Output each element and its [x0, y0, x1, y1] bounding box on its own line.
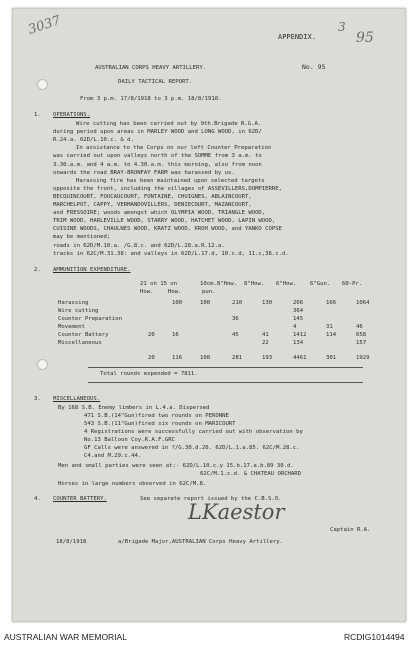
- handwritten-mark: 3: [338, 20, 346, 34]
- col-head: pun.: [202, 289, 216, 295]
- table-cell: 46: [356, 324, 363, 330]
- table-cell: 36: [232, 316, 239, 322]
- col-head: 8"How.: [244, 281, 265, 287]
- misc-line: GF Calls were answered in ?/G.30.d.26. 62D/L.1.a.85. 62C/M.28.c.: [84, 445, 300, 451]
- table-row-label: Wire cutting: [58, 308, 99, 314]
- signature: LKaestor: [188, 500, 285, 524]
- table-cell: 4: [293, 324, 297, 330]
- section-number: 1.: [34, 112, 41, 118]
- table-cell: 16: [172, 332, 179, 338]
- table-cell: 134: [293, 340, 304, 346]
- section-number: 3.: [34, 396, 41, 402]
- operations-line: In assistance to the Corps on our left Counter Preparation: [76, 145, 272, 152]
- operations-line: and FRESSOIRE; woods amongst which OLYMPIA WOOD, TRIANGLE WOOD,: [53, 210, 266, 217]
- table-cell: 100: [172, 300, 183, 306]
- misc-line: By 168 S.B. Enemy limbers in L.4.a. Dispersed: [58, 405, 210, 411]
- col-head: 21 on 15 on: [140, 281, 178, 287]
- col-head: 6"Gun.: [310, 281, 331, 287]
- appendix-label: APPENDIX.: [278, 33, 316, 41]
- section-number: 2.: [34, 267, 41, 273]
- operations-line: R.24.a. 62D/L.10.c. & d.: [53, 137, 134, 144]
- table-cell: 281: [232, 355, 243, 361]
- punch-hole: [37, 359, 48, 370]
- table-cell: 364: [293, 308, 304, 314]
- col-head: 60-Pr.: [342, 281, 363, 287]
- misc-line: 543 S.B.(11"Gun)fired six rounds on MARICOURT: [84, 421, 236, 427]
- report-title: DAILY TACTICAL REPORT.: [118, 79, 193, 85]
- table-cell: 1412: [293, 332, 307, 338]
- signatory-line: a/Brigade Major,AUSTRALIAN Corps Heavy Artillery.: [118, 539, 284, 545]
- section-heading-misc: MISCELLANEOUS.: [53, 396, 101, 402]
- table-cell: 20: [148, 332, 155, 338]
- punch-hole: [37, 79, 48, 90]
- table-cell: 266: [293, 300, 304, 306]
- operations-line: tracks in 62C/M.31.38: and valleys in 62D/L.17.d, 10.c.d, 11.c,36.c.d.: [53, 250, 289, 257]
- table-row-label: Counter Battery: [58, 332, 109, 338]
- handwritten-number: 3037: [26, 13, 63, 38]
- section-heading-ammunition: AMMUNITION EXPENDITURE.: [53, 267, 131, 273]
- archive-name: AUSTRALIAN WAR MEMORIAL: [4, 632, 127, 642]
- archive-id: RCDIG1014494: [344, 632, 405, 642]
- table-cell: 20: [148, 355, 155, 361]
- report-date: 18/8/1918: [56, 539, 87, 545]
- report-period: From 3 p.m. 17/8/1918 to 3 p.m. 18/8/1918.: [80, 96, 222, 102]
- table-cell: 41: [262, 332, 269, 338]
- col-head: How.: [140, 289, 154, 295]
- table-rule: [88, 382, 363, 383]
- operations-line: roads in 62D/M.10.a. /G.8.c. and 62D/L.28.a.R.12.a.: [53, 242, 225, 249]
- misc-line: Men and small parties were seen at:- 62D/L.10.c.y 15.b.17.a.b.89 30.d.: [58, 463, 294, 469]
- counter-battery-text: See separate report issued by the C.B.S.O.: [140, 496, 282, 502]
- section-heading-operations: OPERATIONS.: [53, 112, 91, 118]
- table-rule: [88, 367, 363, 368]
- operations-line: 3.30.a.m. and 4 a.m. to 4.30.a.m. this morning, also from noon: [53, 161, 262, 168]
- misc-line: C4.and M.29.c.44.: [84, 453, 142, 459]
- table-cell: 100: [200, 300, 211, 306]
- table-row-label: Miscellaneous: [58, 340, 102, 346]
- operations-line: BECQUINCOURT, FOUCAUCOURT, FONTAINE, CHUIGNES, ABLAINCOURT,: [53, 193, 252, 200]
- operations-line: CUISINE WOODS, CHAULNES WOOD, KRATZ WOOD, KROH WOOD, and YANKO COPSE: [53, 226, 283, 233]
- table-cell: 31: [326, 324, 333, 330]
- table-cell: 210: [232, 300, 243, 306]
- misc-line: 4 Registrations were successfully carried out with observation by: [84, 429, 303, 435]
- operations-line: may be mentioned;: [53, 234, 111, 241]
- table-row-label: Counter Preparation: [58, 316, 122, 322]
- operations-line: was carried out upon valleys north of the SOMME from 3 a.m. to: [53, 153, 262, 160]
- handwritten-page-number: 95: [356, 30, 374, 46]
- operations-line: opposite the front, including the villages of ASSEVILLERS,DOMPIERRE,: [53, 185, 283, 192]
- org-title: AUSTRALIAN CORPS HEAVY ARTILLERY.: [95, 65, 207, 71]
- misc-line: No.13 Balloon Coy.R.A.F.GRC: [84, 437, 175, 443]
- table-cell: 1929: [356, 355, 370, 361]
- operations-line: Harassing fire has been maintained upon selected targets: [76, 177, 265, 184]
- table-row-label: Movement: [58, 324, 85, 330]
- table-cell: 157: [356, 340, 367, 346]
- signature-role: Captain R.A.: [330, 527, 371, 533]
- misc-line: Horses in large numbers observed in 62C/M.8.: [58, 481, 207, 487]
- table-cell: 100: [200, 355, 211, 361]
- table-cell: 166: [326, 300, 337, 306]
- section-number: 4.: [34, 496, 41, 502]
- operations-line: TRIM WOOD, HARLEVILLE WOOD, STARRY WOOD, HATCHET WOOD, LAPIN WOOD,: [53, 218, 276, 225]
- report-number: No. 95: [302, 63, 326, 71]
- table-cell: 301: [326, 355, 337, 361]
- section-heading-counter: COUNTER BATTERY.: [53, 496, 107, 502]
- operations-line: during period upon areas in MARLEY WOOD and LONG WOOD, in 62D/: [53, 129, 262, 136]
- table-cell: 145: [293, 316, 304, 322]
- table-cell: 116: [172, 355, 183, 361]
- operations-line: Wire cutting has been carried out by 9th.Brigade R.G.A.: [76, 121, 262, 127]
- table-row-label: Harassing: [58, 300, 89, 306]
- col-head: How.: [168, 289, 182, 295]
- table-cell: 193: [262, 355, 273, 361]
- table-cell: 130: [262, 300, 273, 306]
- misc-line: 471 S.B.(14"Gun)fired two rounds on PERONNE: [84, 413, 229, 419]
- operations-line: MARCHELPOT, CAPPY, VERMANDOVILLERS, DENIECOURT, MAZANCOURT,: [53, 202, 252, 208]
- table-cell: 114: [326, 332, 337, 338]
- table-cell: 22: [262, 340, 269, 346]
- col-head: 6"How.: [276, 281, 297, 287]
- operations-line: onwards the road BRAY-BRONFAY FARM was harassed by us.: [53, 169, 235, 176]
- table-cell: 4461: [293, 355, 307, 361]
- col-head: 10cm.8"How.: [200, 281, 238, 287]
- table-cell: 1064: [356, 300, 370, 306]
- total-rounds: Total rounds expended = 7811.: [100, 371, 198, 377]
- table-cell: 45: [232, 332, 239, 338]
- table-cell: 658: [356, 332, 367, 338]
- misc-line: 62C/M.1.c.d. & CHATEAU ORCHARD: [200, 471, 302, 477]
